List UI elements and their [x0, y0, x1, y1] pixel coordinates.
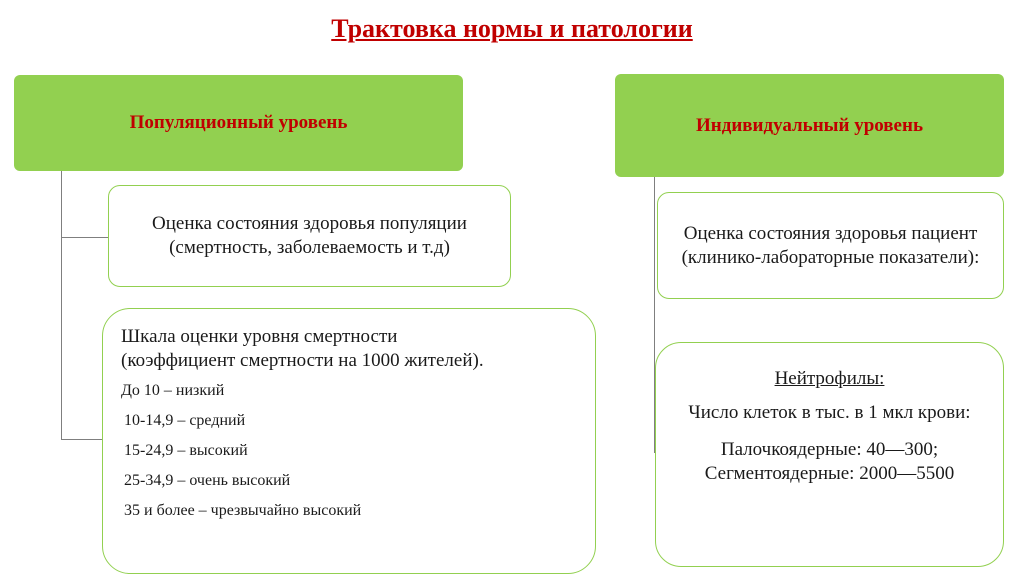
mortality-scale-heading: Шкала оценки уровня смертности (коэффициент смертности на 1000 жителей). [121, 326, 484, 371]
individual-level-label: Индивидуальный уровень [696, 114, 923, 136]
mortality-grade-item: 25-34,9 – очень высокий [124, 472, 291, 489]
individual-level-header [615, 74, 1004, 177]
left-connector-branch-1 [61, 237, 108, 238]
neutrophils-reference-values: Палочкоядерные: 40—300; Сегментоядерные: 2000—5500 [704, 439, 955, 484]
mortality-grade-item: 35 и более – чрезвычайно высокий [124, 502, 362, 519]
mortality-grade-item: До 10 – низкий [121, 382, 225, 399]
neutrophils-cell-count-text: Число клеток в тыс. в 1 мкл крови: [688, 402, 971, 423]
population-health-text: Оценка состояния здоровья популяции (смертность, заболеваемость и т.д) [152, 213, 467, 258]
patient-health-text: Оценка состояния здоровья пациент (клинико-лабораторные показатели): [681, 222, 980, 268]
neutrophils-heading: Нейтрофилы: [774, 368, 885, 389]
page-title: Трактовка нормы и патологии [331, 14, 693, 43]
mortality-grade-list [121, 381, 577, 520]
population-level-label: Популяционный уровень [129, 112, 348, 133]
mortality-grade-item: 15-24,9 – высокий [124, 442, 248, 459]
neutrophils-card [655, 342, 1004, 567]
mortality-grade-item: 10-14,9 – средний [124, 412, 246, 429]
patient-health-card [657, 192, 1004, 299]
left-connector-branch-2 [61, 439, 102, 440]
population-health-card [108, 185, 511, 287]
population-level-header [14, 75, 463, 171]
left-connector-vertical [61, 171, 62, 440]
mortality-scale-card [102, 308, 596, 574]
